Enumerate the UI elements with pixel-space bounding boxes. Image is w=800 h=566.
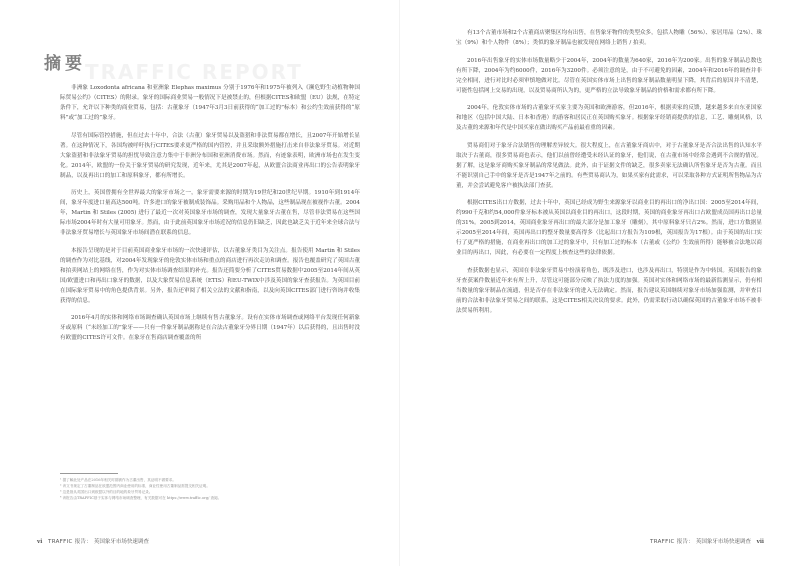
paragraph: 有13个古董市场和2个古董商店聚集区均有出售，在售象牙物件的类型众多，包括人物雕（56%）、家居用品（2%）、珠宝（9%）和个人物件（8%）；类似的象牙制品也被发现在网络上销售 / 拍卖。: [456, 30, 762, 46]
paragraph: 2004年，伦敦实体市场的古董象牙买家主要为英国和欧洲游客，但2016年，根据卖家的反馈，越来越多来自东亚国家和地区（包括中国大陆、日本和香港）的游客和居民正在英国购买象牙。根据象牙经销商提供的信息，工艺、雕刻风格，以及古董的来源和年代是中国买家在做出购买产品前最看重的因素。: [456, 105, 762, 132]
right-page: [400, 0, 800, 566]
paragraph: 根据CITES出口方数据，过去十年中，英国已经成为野生来源象牙以商业目的再出口的净出口国：2005至2014年间，约990千克和约54,000件象牙标本被从英国以商业目的再出口，这段时期，英国的商业象牙再出口占欧盟成员国再出口总量的31%。2005到2014，英国商业象牙再出口的最大部分是加工象牙（雕刻），其中原料象牙只占2%。然而，进口方数据显示2005至2014年间，英国再出口的整牙数量要高得多（比起出口方报告为109根，英国报告为17根）。由于英国的出口实行了更严格的措施，在商业再出口的加工过的象牙中，只有加工过的标本（古董或《公约》生效前所得）能够被合法地以商业目的再出口，因此，有必要在一定程度上核查这些的法律依据。: [456, 200, 762, 257]
footnote-divider: [60, 473, 118, 474]
paragraph: 贸易商们对于象牙合法销售的理解差异较大。很大程度上，在古董象牙商店中，对于古董象牙是否合法出售的认知水平取决于古董商，很多贸易商也表示，他们以前曾经遭受未经认证的象牙，他们说，在古董市场中经常会遇到不合规的情况。据了解，这是象牙商购买象牙制品的常见做法。此外，由于证据文件的缺乏，很多卖家无法确认所售象牙是否为古董。而且不能识别自己手中的象牙是否是1947年之前的。有些贸易商认为，如果买家有此需求，可以采取各种方式证明所售物品为古董，并会尝试避免客户被执法部门查获。: [456, 142, 762, 189]
paragraph: 查获数据也显示，英国在非法象牙贸易中扮演着角色，既涉及进口，也涉及再出口，特别是作为中转国。英国报告的象牙查获案件数量近年来有所上升，尽管这可能部分反映了执法力度的加强。英国对实体和网络市场的最新监测显示，仍有相当数量的象牙制品在流通，但是否存在非法象牙的进入无法确定。然而，报告建议英国继续对象牙市场加强监测，并审查目前的合法和非法象牙贸易之间的联系，这是CITES相关决议的要求。此外，仍需采取行动以确保英国的古董象牙市场不被非法贸易所利用。: [456, 267, 762, 314]
left-footer: [33, 537, 149, 545]
right-footer: [650, 537, 768, 545]
footnote: ¹ 据了解此处产品在2016年相关时期被作为古董出售，其证明不做要求。: [60, 478, 176, 482]
watermark: TRAFFIC REPORT: [85, 60, 303, 84]
right-text-column: [456, 28, 762, 324]
footnotes: [60, 477, 360, 501]
page-number: vi: [37, 539, 43, 545]
left-text-column: [60, 83, 360, 351]
paragraph: 尽管有国际管控措施，但在过去十年中，合法（古董）象牙贸易以及盗猎和非法贸易都在增长，且2007年开始增长显著。在这种情况下，各国均被呼吁执行CITES要求更严格的国内管控，并且采取额外措施打击来自非法象牙贸易。对近期大象盗猎和非法象牙贸易的担忧导致注意力集中于非洲分布国和亚洲消费市场。然而，有迹象表明，欧洲市场也在发生变化。2014年，欧盟的一份关于象牙贸易的研究发现，近年来，尤其是2007年起，从欧盟合法商业再出口的公告表明象牙制品，以及再出口的加工和原料象牙，都有所增长。: [60, 132, 360, 179]
footnote: ² 该文书规定了古董制品在欧盟范围内商业使用的标准，商业性使用古董制品需提交相关证明。: [60, 484, 210, 488]
footer-publisher: TRAFFIC 报告：: [650, 539, 695, 545]
page-number: vii: [756, 539, 764, 545]
paragraph: 历史上，英国曾拥有全世界最大的象牙市场之一，象牙需要来源的时期为19世纪和20世纪早期。1910年到1914年间，象牙年度进口量高达500吨。许多进口的象牙被制成装饰品。采购用品和个人物品，这些制品现在被视作古董。2004年，Martin 和 Stiles (2005) 进行了最近一次对英国象牙市场的调查，发现大量象牙古董在售，尽管非法贸易在这些国际市场2004年时有大量可用象牙。然而，由于此前英国象牙市场近况的信息仍旧缺乏，因此也缺乏关于近年来全球合法与非法象牙贸易增长与英国象牙市场间潜在联系的信息。: [60, 190, 360, 237]
paragraph: 2016年4月的实体和网络市场调查确认英国市场上继续有售古董象牙。设有在实体市场调查或网络平台发现任何新象牙或原料（“未经加工的”象牙——只有一件象牙制品据称是在合法古董象牙分界日期（1947年）以后获得的，且出售时没有欧盟的CITES许可文件。在象牙在售商店调查覆盖的所: [60, 315, 360, 342]
paragraph: 非洲象 Loxodonta africana 和亚洲象 Elephas maximus 分别于1976年和1975年被列入《濒危野生动植物种国际贸易公约》（CITES）的附录。象牙的国际商业贸易一般情况下是被禁止的，但根据CITES和欧盟（EU）法规，在特定条件下，允许以下种类的商业贸易，包括：古董象牙（1947年3月3日前获得的“加工过的”标本）和公约生效前获得的“原料”或“加工过的”象牙。: [60, 85, 360, 121]
paragraph: 2016年出售象牙的实体市场数量略少于2004年，2004年的数量为640家，2016年为200家。出售的象牙制品总数也有所下降，2004年为约6000件，2016年为3200件。必须注意的是，由于不可避免的因素，2004年和2016年的调查并非完全相同，进行对比时必须审慎地做对比。尽管在英国实体市场上出售的象牙制品数量明显下降，其背后的原因并不清楚，可能性包括网上交易的出现，以及贸易商所认为的，更严格的立法导致象牙制品的价格和需求都有所下降。: [456, 57, 762, 94]
footnote: ⁴ 该报告由TRAFFIC基于实体与网络市场调查整理，有关数据可在 https://www.traffic.org/ 查阅。: [60, 496, 222, 500]
page-title: 摘要: [44, 54, 86, 74]
footer-title: 英国象牙市场快速调查: [695, 539, 751, 545]
footnote: ³ 这是指从英国出口到欧盟以外的目的地的象牙贸易记录。: [60, 490, 153, 494]
footer-publisher: TRAFFIC 报告：: [48, 539, 93, 545]
footer-title: 英国象牙市场快速调查: [93, 539, 149, 545]
paragraph: 本报告呈现的是对于目前英国商业象牙市场的一次快速评估，以古董象牙类目为关注点。报告使用 Martin 和 Stiles 的调查作为对比基线，对2004年发现象牙的伦敦实体市场和重点的商店进行再次走访和调查。报告也覆盖研究了英国古董和拍卖网站上的网络在售，作为对实体市场调查结果的补充。报告还简要分析了CITES贸易数据中2005至2014年间从英国/欧盟进口和再出口象牙的数据，以及大象贸易信息系统（ETIS）和EU-TWIX中涉及英国的象牙查获报告。为英国目前在国际象牙贸易中的角色提供背景。另外，报告还审阅了相关立法的文献和指南，以及向英国CITES部门进行咨询并收集获得的信息。: [60, 247, 360, 304]
